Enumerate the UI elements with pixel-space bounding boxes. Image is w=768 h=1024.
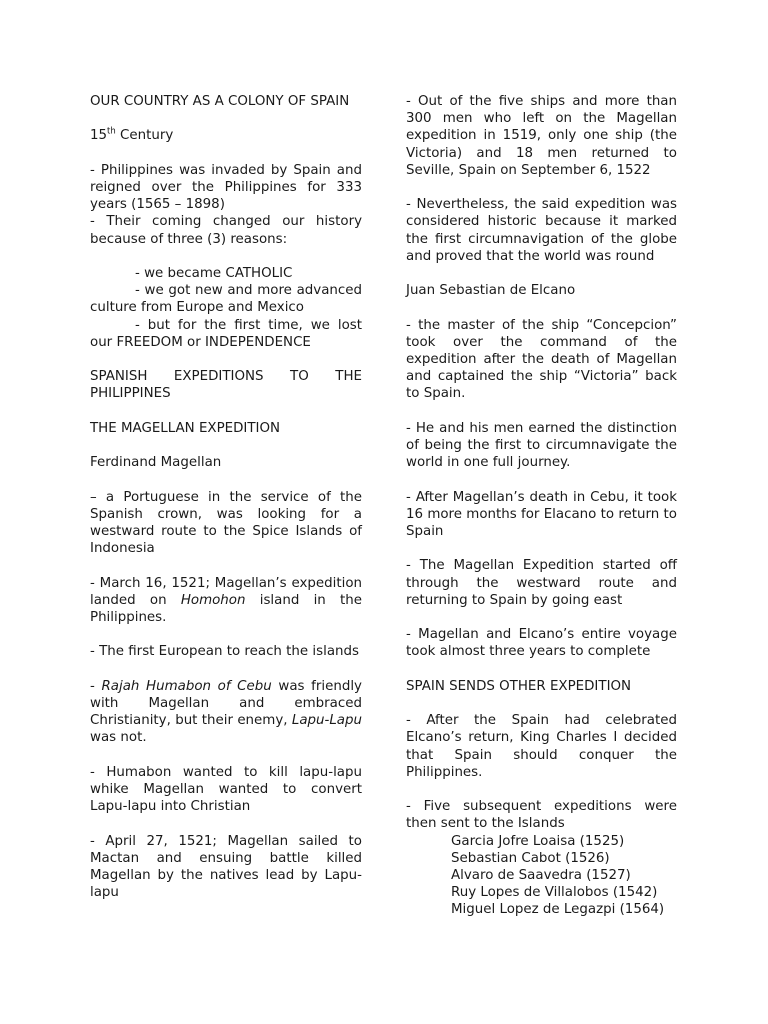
paragraph-five-expeditions: - Five subsequent expeditions were then sent to the Islands [406, 799, 677, 832]
paragraph-entire-voyage: - Magellan and Elcano’s entire voyage took almost three years to complete [406, 627, 677, 660]
paragraph-historic: - Nevertheless, the said expedition was considered historic because it marked the first circumnavigation of the globe and proved that the world was round [406, 197, 677, 264]
paragraph-distinction: - He and his men earned the distinction of being the first to circumnavigate the world in one full journey. [406, 420, 677, 471]
lapu-lapu-name: Lapu-Lapu [291, 713, 362, 729]
homohon-text: Homohon [180, 592, 246, 608]
paragraph-invaded: - Philippines was invaded by Spain and reigned over the Philippines for 333 years (1565 – 1898) [90, 162, 362, 213]
march-text-b: island in the Philippines. [90, 592, 362, 625]
paragraph-first-european: - The first European to reach the islands [90, 644, 359, 660]
rajah-text-b: was friendly with Magellan and embraced Christianity, but their enemy, [90, 678, 362, 729]
heading-elcano: Juan Sebastian de Elcano [406, 283, 576, 299]
century-heading [90, 127, 362, 144]
paragraph-rajah-humabon [90, 678, 362, 747]
list-item: Ruy Lopes de Villalobos (1542) [451, 885, 658, 901]
paragraph-reasons: - Their coming changed our history because of three (3) reasons: [90, 214, 362, 247]
century-suffix: th [107, 126, 116, 137]
list-item: Garcia Jofre Loaisa (1525) [451, 833, 625, 849]
rajah-text-c: was not. [90, 730, 147, 746]
heading-magellan-expedition: THE MAGELLAN EXPEDITION [90, 420, 281, 436]
paragraph-master-concepcion: - the master of the ship “Concepcion” took over the command of the expedition after the death of Magellan and captained the ship “Victoria” back to Spain. [406, 317, 677, 402]
right-column [406, 93, 677, 919]
paragraph-humabon-kill: - Humabon wanted to kill lapu-lapu whike Magellan wanted to convert Lapu-lapu into Christian [90, 764, 362, 815]
rajah-dash: - [90, 678, 102, 694]
heading-spanish-expeditions: SPANISH EXPEDITIONS TO THE PHILIPPINES [90, 369, 362, 402]
paragraph-april-1521: - April 27, 1521; Magellan sailed to Mactan and ensuing battle killed Magellan by the natives lead by Lapu-lapu [90, 833, 362, 901]
paragraph-westward-route: - The Magellan Expedition started off through the westward route and returning to Spain by going east [406, 558, 677, 608]
paragraph-king-charles: - After the Spain had celebrated Elcano’s return, King Charles I decided that Spain should conquer the Philippines. [406, 713, 677, 780]
paragraph-16-months: - After Magellan’s death in Cebu, it took 16 more months for Elacano to return to Spain [406, 489, 677, 539]
rajah-name: Rajah Humabon of Cebu [101, 678, 272, 694]
document-title: OUR COUNTRY AS A COLONY OF SPAIN [90, 94, 350, 109]
expedition-list [406, 833, 677, 919]
paragraph-march-1521 [90, 575, 362, 627]
heading-ferdinand-magellan: Ferdinand Magellan [90, 455, 222, 471]
list-item: Alvaro de Saavedra (1527) [451, 867, 631, 883]
paragraph-portuguese: – a Portuguese in the service of the Spanish crown, was looking for a westward route to the Spice Islands of Indonesia [90, 489, 362, 557]
list-item: Sebastian Cabot (1526) [451, 850, 610, 866]
left-column [90, 93, 362, 919]
century-number: 15 [90, 128, 108, 144]
reason-catholic: - we became CATHOLIC [135, 265, 293, 281]
paragraph-five-ships: - Out of the five ships and more than 300 men who left on the Magellan expedition in 1519, only one ship (the Victoria) and 18 men returned to Seville, Spain on September 6, 1522 [406, 94, 677, 178]
march-text-a: - March 16, 1521; Magellan’s expedition landed on [90, 575, 362, 608]
reason-freedom: - but for the first time, we lost our FREEDOM or INDEPENDENCE [90, 317, 362, 350]
list-item: Miguel Lopez de Legazpi (1564) [451, 902, 665, 918]
century-word: Century [115, 128, 174, 144]
reason-culture: - we got new and more advanced culture from Europe and Mexico [90, 283, 362, 316]
heading-spain-sends: SPAIN SENDS OTHER EXPEDITION [406, 678, 632, 694]
